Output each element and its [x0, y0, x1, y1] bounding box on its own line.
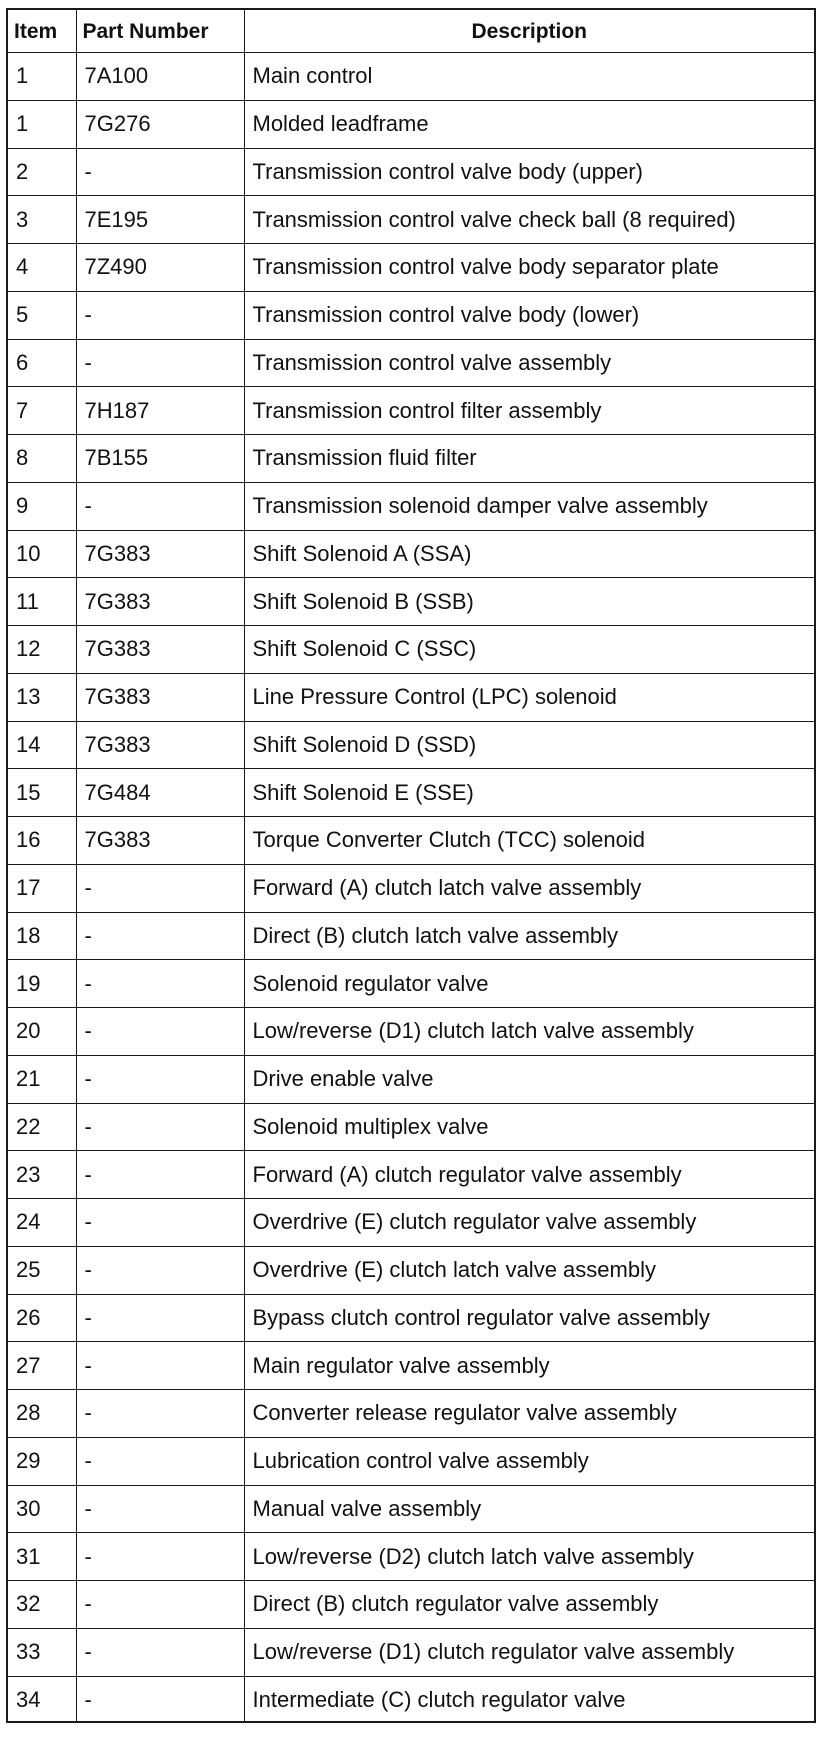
item-cell: 6 — [8, 339, 76, 387]
part-number-cell: 7A100 — [76, 53, 244, 101]
table-row — [8, 578, 814, 626]
table-row — [8, 1581, 814, 1629]
part-number-cell: - — [76, 482, 244, 530]
item-cell: 30 — [8, 1485, 76, 1533]
item-cell: 22 — [8, 1103, 76, 1151]
description-cell: Torque Converter Clutch (TCC) solenoid — [244, 817, 814, 865]
description-cell: Shift Solenoid D (SSD) — [244, 721, 814, 769]
description-cell: Low/reverse (D1) clutch regulator valve assembly — [244, 1628, 814, 1676]
description-cell: Transmission solenoid damper valve assembly — [244, 482, 814, 530]
item-cell: 3 — [8, 196, 76, 244]
part-number-cell: 7E195 — [76, 196, 244, 244]
description-cell: Shift Solenoid C (SSC) — [244, 626, 814, 674]
table-row — [8, 960, 814, 1008]
table-row — [8, 100, 814, 148]
table-row — [8, 1246, 814, 1294]
item-cell: 1 — [8, 100, 76, 148]
part-number-cell: - — [76, 1342, 244, 1390]
table-row — [8, 196, 814, 244]
part-number-cell: - — [76, 960, 244, 1008]
part-number-cell: 7Z490 — [76, 244, 244, 292]
part-number-cell: - — [76, 1390, 244, 1438]
item-cell: 2 — [8, 148, 76, 196]
table-row — [8, 339, 814, 387]
part-number-cell: - — [76, 148, 244, 196]
part-number-cell: 7B155 — [76, 435, 244, 483]
description-cell: Main control — [244, 53, 814, 101]
table-row — [8, 673, 814, 721]
item-cell: 17 — [8, 864, 76, 912]
table-row — [8, 912, 814, 960]
description-cell: Shift Solenoid E (SSE) — [244, 769, 814, 817]
item-cell: 14 — [8, 721, 76, 769]
description-cell: Solenoid regulator valve — [244, 960, 814, 1008]
item-cell: 13 — [8, 673, 76, 721]
item-cell: 9 — [8, 482, 76, 530]
table-row — [8, 387, 814, 435]
table-row — [8, 482, 814, 530]
description-cell: Intermediate (C) clutch regulator valve — [244, 1676, 814, 1723]
description-cell: Bypass clutch control regulator valve assembly — [244, 1294, 814, 1342]
part-number-cell: - — [76, 864, 244, 912]
description-cell: Direct (B) clutch latch valve assembly — [244, 912, 814, 960]
part-number-cell: - — [76, 1055, 244, 1103]
item-cell: 19 — [8, 960, 76, 1008]
item-cell: 20 — [8, 1008, 76, 1056]
parts-table-frame — [6, 8, 816, 1723]
part-number-cell: 7G383 — [76, 817, 244, 865]
column-header-description: Description — [244, 10, 814, 53]
description-cell: Transmission control valve assembly — [244, 339, 814, 387]
description-cell: Forward (A) clutch regulator valve assembly — [244, 1151, 814, 1199]
item-cell: 10 — [8, 530, 76, 578]
description-cell: Transmission control filter assembly — [244, 387, 814, 435]
description-cell: Low/reverse (D1) clutch latch valve assembly — [244, 1008, 814, 1056]
description-cell: Manual valve assembly — [244, 1485, 814, 1533]
description-cell: Solenoid multiplex valve — [244, 1103, 814, 1151]
item-cell: 29 — [8, 1437, 76, 1485]
table-row — [8, 1294, 814, 1342]
table-row — [8, 769, 814, 817]
table-row — [8, 1199, 814, 1247]
table-row — [8, 1676, 814, 1723]
table-row — [8, 1103, 814, 1151]
item-cell: 34 — [8, 1676, 76, 1723]
part-number-cell: - — [76, 1485, 244, 1533]
part-number-cell: - — [76, 1103, 244, 1151]
description-cell: Forward (A) clutch latch valve assembly — [244, 864, 814, 912]
description-cell: Low/reverse (D2) clutch latch valve assembly — [244, 1533, 814, 1581]
item-cell: 15 — [8, 769, 76, 817]
item-cell: 18 — [8, 912, 76, 960]
table-row — [8, 1151, 814, 1199]
table-row — [8, 435, 814, 483]
table-row — [8, 244, 814, 292]
part-number-cell: 7G383 — [76, 721, 244, 769]
table-row — [8, 53, 814, 101]
part-number-cell: - — [76, 1437, 244, 1485]
item-cell: 23 — [8, 1151, 76, 1199]
table-row — [8, 721, 814, 769]
part-number-cell: 7G276 — [76, 100, 244, 148]
table-row — [8, 1628, 814, 1676]
item-cell: 31 — [8, 1533, 76, 1581]
description-cell: Transmission control valve check ball (8 required) — [244, 196, 814, 244]
item-cell: 32 — [8, 1581, 76, 1629]
part-number-cell: - — [76, 1151, 244, 1199]
description-cell: Shift Solenoid B (SSB) — [244, 578, 814, 626]
item-cell: 27 — [8, 1342, 76, 1390]
description-cell: Overdrive (E) clutch regulator valve assembly — [244, 1199, 814, 1247]
table-header — [8, 10, 814, 53]
item-cell: 24 — [8, 1199, 76, 1247]
part-number-cell: - — [76, 339, 244, 387]
item-cell: 26 — [8, 1294, 76, 1342]
item-cell: 4 — [8, 244, 76, 292]
description-cell: Main regulator valve assembly — [244, 1342, 814, 1390]
table-body — [8, 53, 814, 1724]
item-cell: 21 — [8, 1055, 76, 1103]
table-row — [8, 1437, 814, 1485]
part-number-cell: - — [76, 291, 244, 339]
item-cell: 11 — [8, 578, 76, 626]
item-cell: 7 — [8, 387, 76, 435]
description-cell: Line Pressure Control (LPC) solenoid — [244, 673, 814, 721]
part-number-cell: - — [76, 1294, 244, 1342]
table-row — [8, 1008, 814, 1056]
column-header-item: Item — [8, 10, 76, 53]
table-row — [8, 864, 814, 912]
description-cell: Transmission control valve body separator plate — [244, 244, 814, 292]
part-number-cell: 7G383 — [76, 578, 244, 626]
description-cell: Molded leadframe — [244, 100, 814, 148]
part-number-cell: - — [76, 1199, 244, 1247]
item-cell: 28 — [8, 1390, 76, 1438]
description-cell: Transmission fluid filter — [244, 435, 814, 483]
item-cell: 8 — [8, 435, 76, 483]
description-cell: Direct (B) clutch regulator valve assembly — [244, 1581, 814, 1629]
part-number-cell: 7G484 — [76, 769, 244, 817]
item-cell: 5 — [8, 291, 76, 339]
part-number-cell: 7H187 — [76, 387, 244, 435]
part-number-cell: 7G383 — [76, 626, 244, 674]
table-row — [8, 626, 814, 674]
header-row — [8, 10, 814, 53]
item-cell: 25 — [8, 1246, 76, 1294]
table-row — [8, 1342, 814, 1390]
item-cell: 1 — [8, 53, 76, 101]
item-cell: 16 — [8, 817, 76, 865]
description-cell: Transmission control valve body (lower) — [244, 291, 814, 339]
table-row — [8, 530, 814, 578]
description-cell: Converter release regulator valve assembly — [244, 1390, 814, 1438]
description-cell: Overdrive (E) clutch latch valve assembly — [244, 1246, 814, 1294]
table-row — [8, 817, 814, 865]
table-row — [8, 1390, 814, 1438]
part-number-cell: - — [76, 912, 244, 960]
part-number-cell: - — [76, 1676, 244, 1723]
description-cell: Transmission control valve body (upper) — [244, 148, 814, 196]
part-number-cell: - — [76, 1008, 244, 1056]
part-number-cell: - — [76, 1581, 244, 1629]
table-row — [8, 1055, 814, 1103]
description-cell: Drive enable valve — [244, 1055, 814, 1103]
part-number-cell: - — [76, 1628, 244, 1676]
item-cell: 33 — [8, 1628, 76, 1676]
description-cell: Shift Solenoid A (SSA) — [244, 530, 814, 578]
part-number-cell: 7G383 — [76, 530, 244, 578]
parts-table — [8, 10, 814, 1723]
part-number-cell: - — [76, 1246, 244, 1294]
table-row — [8, 148, 814, 196]
table-row — [8, 1533, 814, 1581]
table-row — [8, 291, 814, 339]
column-header-part-number: Part Number — [76, 10, 244, 53]
part-number-cell: 7G383 — [76, 673, 244, 721]
part-number-cell: - — [76, 1533, 244, 1581]
table-row — [8, 1485, 814, 1533]
item-cell: 12 — [8, 626, 76, 674]
description-cell: Lubrication control valve assembly — [244, 1437, 814, 1485]
